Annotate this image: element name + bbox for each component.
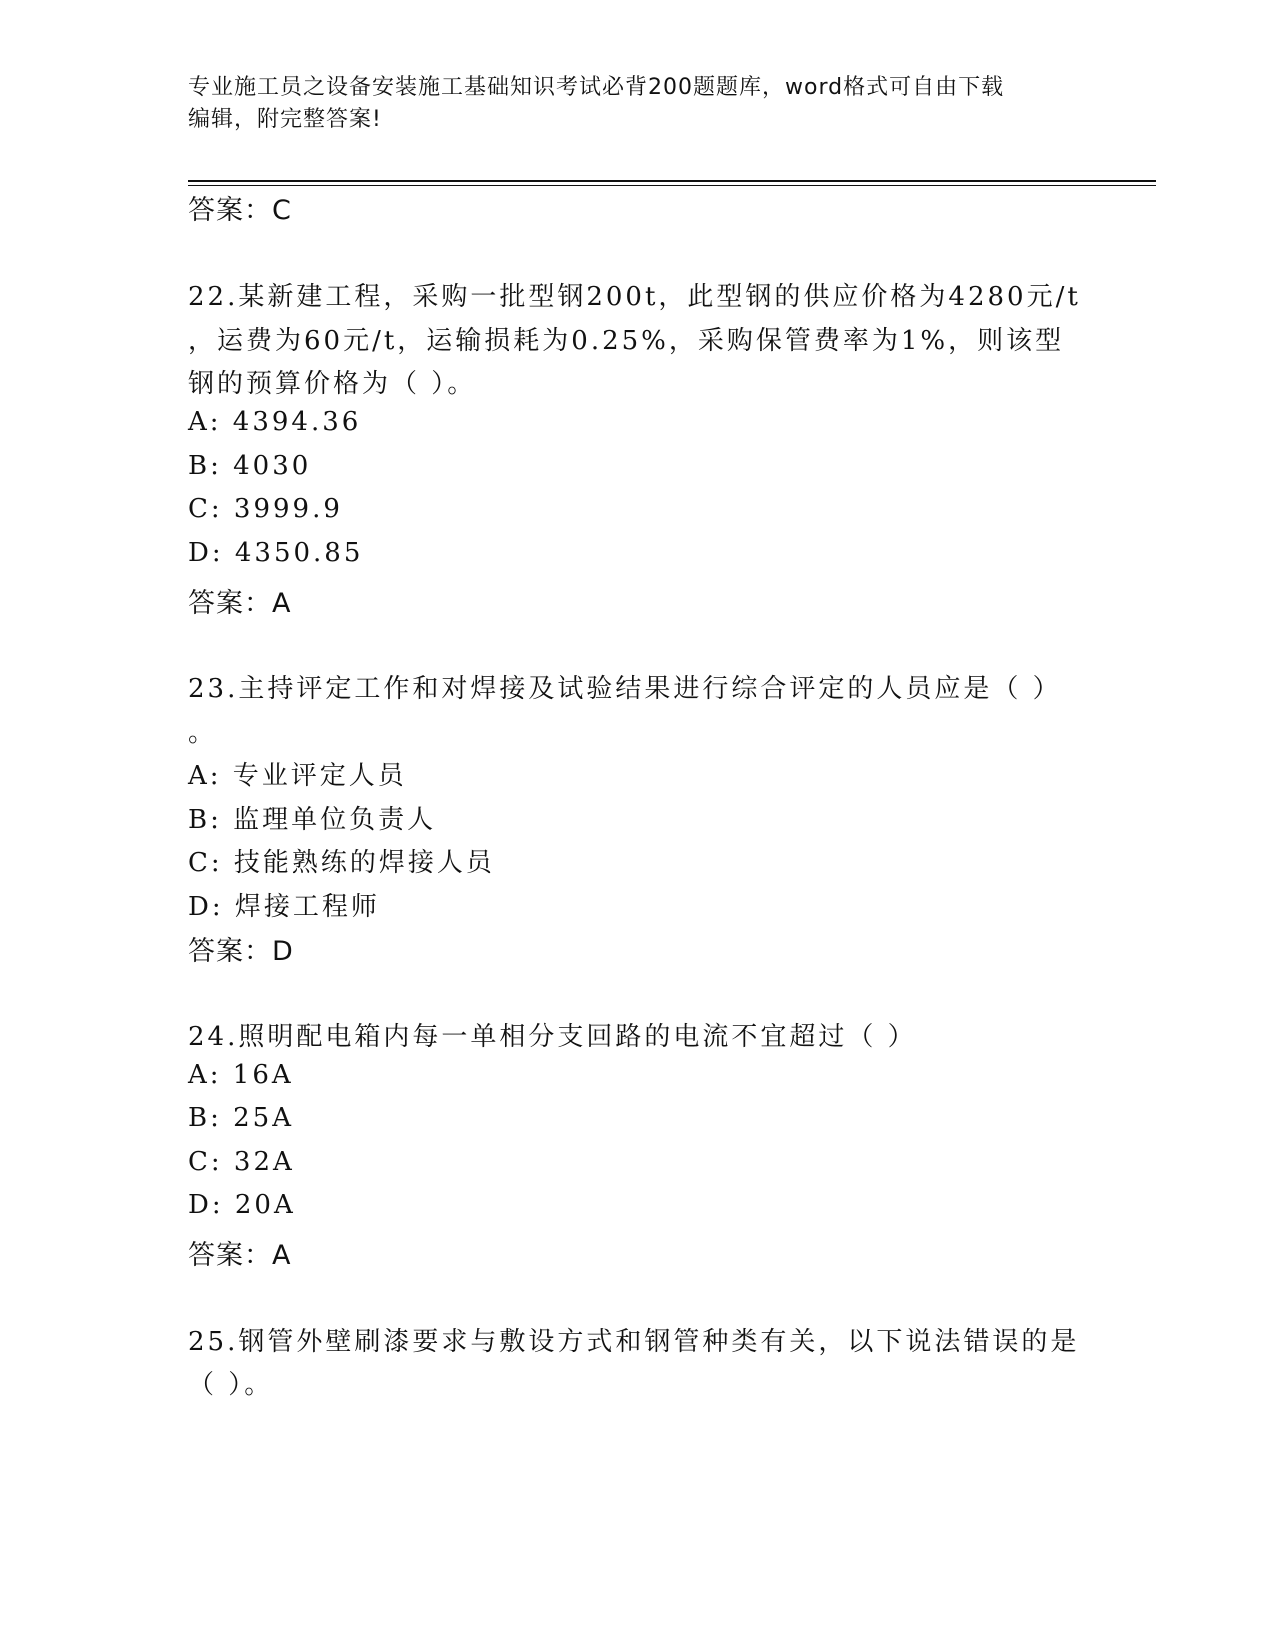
question-22-stem-line-3: 钢的预算价格为（ ）。	[188, 369, 477, 399]
question-22-option-b: B: 4030	[188, 451, 312, 481]
question-24-option-a: A: 16A	[188, 1060, 294, 1090]
question-23-option-c: C: 技能熟练的焊接人员	[188, 848, 495, 878]
question-22-option-d: D: 4350.85	[188, 538, 364, 568]
question-23-stem-line-1: 23.主持评定工作和对焊接及试验结果进行综合评定的人员应是（ ）	[188, 674, 1062, 704]
question-24-answer: 答案：A	[188, 1240, 292, 1271]
question-22-stem-line-2: ，运费为60元/t，运输损耗为0.25%，采购保管费率为1%，则该型	[188, 326, 1065, 356]
question-22-option-a: A: 4394.36	[188, 407, 362, 437]
header-line-2: 编辑，附完整答案!	[188, 107, 382, 132]
question-23-answer: 答案：D	[188, 936, 294, 967]
question-25-stem-line-2: （ ）。	[188, 1370, 274, 1400]
question-22-answer: 答案：A	[188, 588, 292, 619]
question-24-option-d: D: 20A	[188, 1190, 296, 1220]
question-24-option-b: B: 25A	[188, 1103, 294, 1133]
question-22-stem-line-1: 22.某新建工程，采购一批型钢200t，此型钢的供应价格为4280元/t	[188, 282, 1081, 312]
question-24-option-c: C: 32A	[188, 1147, 295, 1177]
question-24-stem-line-1: 24.照明配电箱内每一单相分支回路的电流不宜超过（ ）	[188, 1022, 917, 1052]
question-23-option-b: B: 监理单位负责人	[188, 805, 437, 835]
question-23-option-d: D: 焊接工程师	[188, 892, 380, 922]
question-25-stem-line-1: 25.钢管外壁刷漆要求与敷设方式和钢管种类有关，以下说法错误的是	[188, 1327, 1080, 1357]
document-header	[188, 72, 1088, 136]
question-23-option-a: A: 专业评定人员	[188, 761, 407, 791]
question-22-option-c: C: 3999.9	[188, 494, 343, 524]
header-rule-thin	[188, 185, 1156, 186]
header-line-1: 专业施工员之设备安装施工基础知识考试必背200题题库，word格式可自由下载	[188, 75, 1005, 100]
question-23-stem-line-2: 。	[188, 718, 218, 748]
header-rule-thick	[188, 180, 1156, 182]
previous-answer: 答案：C	[188, 195, 292, 226]
